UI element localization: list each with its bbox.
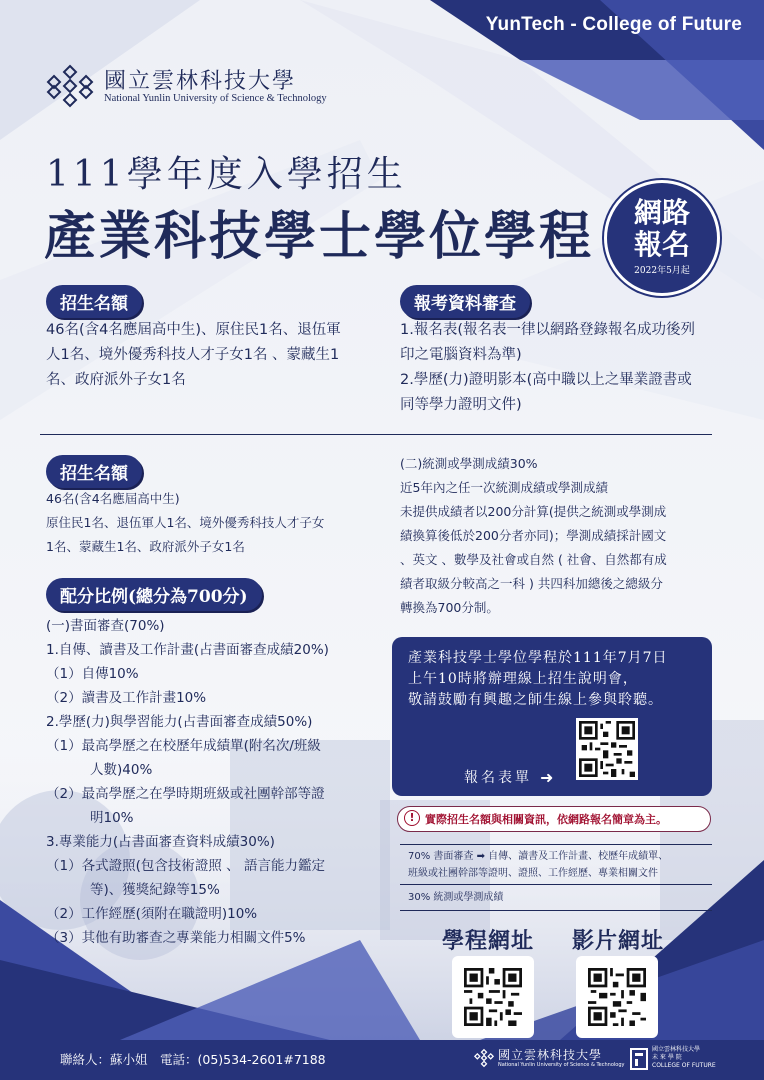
arrow-right-icon: ➜ [540,768,554,787]
text-line: 46名(含4名應屆高中生)、原住民1名、退伍軍 [46,322,341,338]
text-line: 46名(含4名應屆高中生) [46,491,180,506]
summary-divider-bottom [400,910,712,911]
text-line: 人1名、境外優秀科技人才子女1名 、蒙藏生1 [46,347,340,363]
badge-line-2: 報名 [633,228,690,261]
program-site-label: 學程網址 [442,928,535,954]
footer-university-zh: 國立雲林科技大學 [498,1048,603,1062]
text-line: （2）工作經歷(須附在職證明)10% [46,906,258,922]
exclamation-icon: ! [404,810,420,826]
summary-line-2: 班級或社團幹部等證明、證照、工作經歷、專業相關文件 [408,868,658,879]
quota-heading-top: 招生名額 [46,285,142,318]
text-line: 印之電腦資料為準) [400,347,522,363]
program-site-qr[interactable] [452,956,534,1038]
text-line: 產業科技學士學位學程於111年7月7日 [408,650,668,666]
text-line: 上午10時將辦理線上招生說明會， [408,671,638,687]
contact-info: 聯絡人：蘇小姐 電話：(05)534-2601#7188 [60,1052,326,1067]
scoring-heading: 配分比例(總分為700分) [46,578,262,611]
text-line: （3）其他有助審查之專業能力相關文件5% [46,930,306,946]
text-line: （2）最高學歷之在學時期班級或社團幹部等證 [46,786,325,802]
text-line: 未提供成績者以200分計算(提供之統測或學測成 [400,504,667,519]
quota-text-second [46,487,324,559]
text-line: 2.學歷(力)證明影本(高中職以上之畢業證書或 [400,372,692,388]
summary-block [408,848,668,882]
university-name-zh: 國立雲林科技大學 [104,69,297,94]
registration-form-qr-icon[interactable] [576,718,638,780]
text-line: 、英文 、數學及社會或自然 ( 社會、自然都有成 [400,552,667,567]
warning-notice [397,806,711,832]
summary-divider-mid [400,884,712,885]
video-site-label: 影片網址 [572,928,665,954]
text-line: 1名、蒙藏生1名、政府派外子女1名 [46,539,245,554]
text-line: 1.自傳、讀書及工作計畫(占書面審查成績20%) [46,642,329,658]
text-line: 等)、獲獎紀錄等15% [90,882,220,898]
university-logo-icon [46,64,94,108]
summary-exam: 30% 統測或學測成績 [408,892,504,903]
title-line-1: 111學年度入學招生 [46,154,407,195]
info-session-box [392,637,712,796]
footer [0,1040,764,1080]
program-site-qr-icon[interactable] [461,965,525,1029]
text-line: 同等學力證明文件) [400,397,522,413]
college-name-zh-2: 未 來 學 院 [652,1054,682,1061]
text-line: （1）各式證照(包含技術證照 、 語言能力鑑定 [46,858,325,874]
brand-tagline: YunTech - College of Future [485,14,742,35]
text-line: 敬請鼓勵有興趣之師生線上參與聆聽。 [408,692,663,708]
college-logo-icon [630,1048,648,1070]
college-name-en: COLLEGE OF FUTURE [652,1062,716,1069]
scoring-text [46,614,329,950]
summary-written-items: 自傳、讀書及工作計畫、校歷年成績單、 [488,851,669,862]
university-name-en: National Yunlin University of Science & Technology [104,93,327,104]
text-line: 績換算後低於200分者亦同)；學測成績採計國文 [400,528,667,543]
text-line: （1）自傳10% [46,666,139,682]
college-name-zh: 國立雲林科技大學 [652,1046,701,1053]
quota-text-top [46,318,341,393]
badge-date: 2022年5月起 [634,266,690,276]
registration-form-label: 報名表單 [464,770,532,786]
text-line: 近5年內之任一次統測成績或學測成績 [400,480,608,495]
online-registration-badge [604,180,720,296]
badge-line-1: 網路 [633,196,690,229]
text-line: (一)書面審查(70%) [46,618,165,634]
text-line: 1.報名表(報名表一律以網路登錄報名成功後列 [400,322,695,338]
review-text [400,318,695,418]
text-line: 人數)40% [90,762,153,778]
footer-university-logo-icon [474,1048,494,1068]
quota-heading-second: 招生名額 [46,455,142,488]
text-line: 名、政府派外子女1名 [46,372,186,388]
text-line: 績者取級分較高之一科 ) 共四科加總後之總級分 [400,576,663,591]
text-line: (二)統測或學測成績30% [400,456,538,471]
video-site-qr-icon[interactable] [585,965,649,1029]
summary-written: 70% 書面審查 [408,851,474,862]
text-line: 3.專業能力(占書面審查資料成績30%) [46,834,275,850]
text-line: 轉換為700分制。 [400,600,499,615]
text-line: （1）最高學歷之在校歷年成績單(附名次/班級 [46,738,321,754]
footer-college [652,1046,716,1070]
video-site-qr[interactable] [576,956,658,1038]
footer-university-en: National Yunlin University of Science & Technology [498,1062,625,1068]
text-line: 2.學歷(力)與學習能力(占書面審查成績50%) [46,714,313,730]
warning-text: 實際招生名額與相關資訊，依網路報名簡章為主。 [425,813,667,826]
summary-divider-top [400,844,712,845]
arrow-right-icon: ➡ [476,851,485,862]
text-line: 原住民1名、退伍軍人1名、境外優秀科技人才子女 [46,515,325,530]
text-line: 明10% [90,810,134,826]
exam-text [400,452,667,620]
title-line-2: 產業科技學士學位學程 [44,206,595,267]
section-divider [40,434,712,435]
text-line: （2）讀書及工作計畫10% [46,690,207,706]
review-heading: 報考資料審查 [400,285,530,318]
